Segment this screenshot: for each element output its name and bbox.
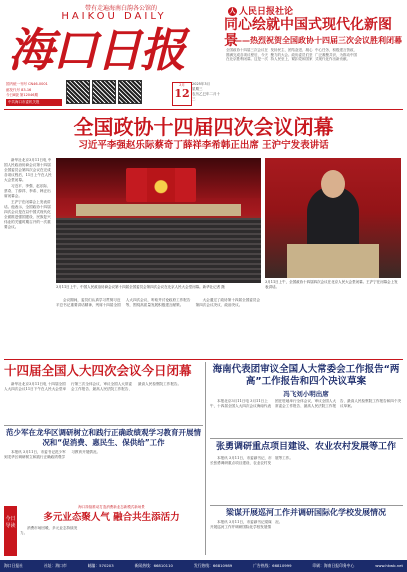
consumption-body: [20, 526, 203, 556]
paragraph: 习近平、李强、赵乐际、蔡奇、丁薛祥、李希、韩正出席闭幕会。: [4, 184, 51, 198]
today-index-label: 今日导读: [5, 516, 16, 529]
people-daily-icon: 人: [229, 8, 236, 15]
footer-cell: 邮编：570203: [87, 563, 114, 568]
footer-cell: 印刷：海南日报印务中心: [312, 563, 355, 568]
meta-line: 邮发代号 83-16: [6, 87, 32, 92]
lead-headline[interactable]: 全国政协十四届四次会议闭幕: [73, 115, 334, 139]
side-photo-caption: 3月11日上午，全国政协十四届四次会议在北京人民大会堂闭幕。王沪宁在闭幕会上发表讲话。: [265, 280, 398, 289]
masthead-slogan: 带有走遍海南白韵各公馆的: [84, 5, 157, 12]
paragraph: 本报讯 3月11日，市委副书记梁谋开展巡河工作并调研国际化学校发展情况。: [210, 520, 283, 529]
footer-left: 海口日报社: [4, 563, 23, 568]
masthead-divider: [4, 109, 403, 110]
paragraph: 本报讯 3月11日，市委副书记、市长张勇调研重点项目建设、农业农村发展等工作。: [210, 456, 293, 465]
npc-closing-body: [4, 382, 202, 422]
page-footer: [0, 560, 407, 572]
editorial-body: 全国政协十四届三次会议在圆满完成各项议程后，今天在北京胜利闭幕。这是一次发扬民主、团结奋进、凝心聚力的大会。政协委员们坚持人民至上，紧扣党和国家中心任务，积极建言资政，广泛凝聚共识，为推动中国式现代化作出新贡献。: [226, 48, 357, 62]
issue-meta: [6, 82, 62, 106]
hainan-delegation-body: [210, 399, 402, 435]
liang-mou-body: [210, 520, 402, 556]
section-divider: [210, 505, 403, 506]
photo-podium: [287, 244, 379, 278]
footer-cell: 发行热线：66810989: [193, 563, 233, 568]
photo-dais: [76, 204, 241, 216]
zhang-yong-body: [210, 456, 402, 504]
photo-audience: [56, 218, 261, 283]
paragraph: 本报讯 3月11日，市委书记范少军到龙华区调研树立和践行正确政绩观学习教育开展情况。: [4, 450, 101, 459]
zhang-yong-headline[interactable]: 张勇调研重点项目建设、农业农村发展等工作: [215, 442, 396, 452]
paragraph: 会议期间，委员们认真学习贯彻习近平总书记重要讲话精神，列席十四届全国人大四次会议，听取并讨论政府工作报告等，围绕高质量发展积极建言献策。: [56, 298, 191, 307]
section-divider: [210, 438, 403, 439]
footer-cell: 新闻热线：66810110: [134, 563, 173, 568]
qr-code-icon: [92, 80, 116, 104]
lead-photo-caption: 3月11日上午，中国人民政治协商会议第十四届全国委员会第四次会议在北京人民大会堂闭幕。新华社记者 摄: [56, 285, 225, 289]
meta-badge: 中共海口市委机关报: [6, 99, 62, 107]
section-divider: [4, 425, 203, 426]
fan-shaojun-headline[interactable]: 范少军在龙华区调研树立和践行正确政绩观学习教育开展情况和“促消费、惠民生、保供给”工作: [6, 428, 201, 447]
editorial-badge-label: 人民日报社论: [239, 7, 294, 17]
date-line: 2025年3月: [192, 82, 211, 86]
paper-logo: 海口日报: [8, 23, 184, 77]
footer-website-link[interactable]: www.hkwb.net: [375, 563, 403, 568]
hainan-delegation-byline: 冯飞刘小明出席: [283, 390, 329, 398]
paragraph: 王沪宁在闭幕会上发表讲话。他表示，全国政协十四届四次会议是在以中国式现代化全面推进强国建设、民族复兴伟业的关键时期召开的一次重要会议。: [4, 200, 51, 229]
column-divider: [205, 362, 206, 555]
date-line: 星期三: [192, 87, 203, 91]
section-divider: [4, 359, 403, 360]
footer-cell: 广告热线：66810999: [253, 563, 292, 568]
lead-body-lower: [56, 298, 401, 356]
qr-code-icon: [66, 80, 90, 104]
today-index-box: [4, 506, 17, 556]
issue-date: [172, 82, 192, 106]
masthead: [0, 0, 407, 118]
paragraph: 大会通过了政协第十四届全国委员会第四次会议决议、政治决议。: [195, 298, 261, 307]
qr-code-icon: [118, 80, 142, 104]
meta-line: 今日8版 第12046期: [6, 93, 38, 97]
date-info: [192, 82, 222, 102]
paragraph: 新华社北京3月11日电 中国人民政治协商会议第十四届全国委员会第四次会议在完成各项议程后，11日上午在人民大会堂闭幕。: [4, 158, 52, 182]
paragraph: 本报北京3月11日电 3月11日上午，十四届全国人大四次会议海南代表团在驻地举行全体会议，审议全国人大常委会工作报告、最高人民法院工作报告、最高人民检察院工作报告和四个决议草案。: [210, 399, 402, 408]
editorial-subheadline: ——热烈祝贺全国政协十四届三次会议胜利闭幕: [234, 36, 402, 45]
consumption-headline[interactable]: 多元业态聚人气 融合共生添活力: [43, 512, 180, 523]
hainan-delegation-headline[interactable]: 海南代表团审议全国人大常委会工作报告“两高”工作报告和四个决议草案: [212, 364, 400, 387]
paragraph: 新华社北京3月11日电 十四届全国人大四次会议11日下午在人民大会堂举行第三次全体会议，审议全国人大常委会工作报告、最高人民法院工作报告、最高人民检察院工作报告。: [4, 382, 182, 391]
fan-shaojun-body: [4, 450, 203, 500]
npc-closing-headline[interactable]: 十四届全国人大四次会议今日闭幕: [4, 363, 192, 378]
lead-subheadline: 习近平李强赵乐际蔡奇丁薛祥李希韩正出席 王沪宁发表讲话: [78, 140, 329, 151]
side-photo[interactable]: [265, 158, 401, 278]
lead-body-left: [4, 158, 53, 393]
issue-month: 3月: [179, 83, 185, 87]
footer-cell: 社址：海口市: [43, 563, 67, 568]
editorial-headline[interactable]: 同心绘就中国式现代化新图景: [224, 17, 392, 49]
issue-day: 12: [174, 87, 190, 100]
lead-photo[interactable]: [56, 158, 261, 283]
liang-mou-headline[interactable]: 梁谋开展巡河工作并调研国际化学校发展情况: [226, 508, 386, 517]
consumption-kicker: 海口持续推动打造消费新业态新模式新场景: [78, 505, 145, 509]
paper-name-en: HAIKOU DAILY: [61, 11, 167, 22]
editorial-badge: [228, 4, 398, 17]
meta-line: 国内统一刊号 CN46-0001: [6, 82, 48, 86]
paragraph: 消费市场回暖，多元业态持续发力。: [20, 526, 78, 535]
photo-figure-head: [321, 170, 345, 198]
date-line: 农历乙巳年二月十三: [192, 92, 220, 101]
emblem-icon: [126, 168, 196, 202]
